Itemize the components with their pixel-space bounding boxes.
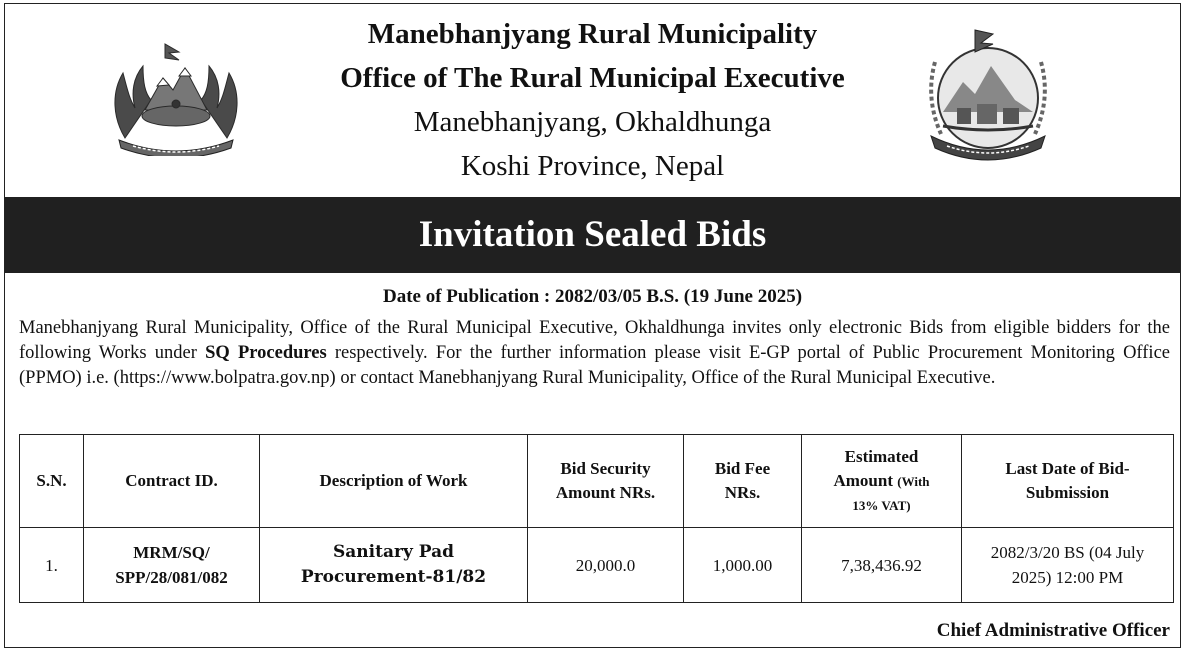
header-description: Description of Work: [260, 435, 528, 528]
municipality-name: Manebhanjyang Rural Municipality: [367, 18, 818, 50]
header-bid-fee-line1: Bid Fee: [714, 459, 771, 478]
header-sn: S.N.: [20, 435, 84, 528]
cell-description: [260, 528, 528, 603]
header-bid-security-line2: Amount NRs.: [555, 483, 656, 502]
cell-bid-security: 20,000.0: [528, 528, 684, 603]
intro-paragraph: [19, 316, 1170, 391]
header-estimated-vat: 13% VAT): [852, 497, 911, 513]
header-estimated-with: (With: [897, 473, 930, 489]
header-bid-security: [528, 435, 684, 528]
header-estimated-line2: [806, 469, 957, 494]
table-row: [20, 528, 1174, 603]
header-bid-fee-line2: NRs.: [724, 483, 761, 502]
cell-sn: 1.: [20, 528, 84, 603]
header-bid-security-line1: Bid Security: [560, 459, 651, 478]
header-estimated-line1: Estimated: [844, 446, 919, 466]
signoff: Chief Administrative Officer: [936, 620, 1170, 641]
intro-part-1: Manebhanjyang Rural Municipality, Office of the Rural Municipal Executive, Okhaldhunga invites only electronic Bids from eligible bidders for the following Works under: [19, 318, 1170, 363]
address-line: Manebhanjyang, Okhaldhunga: [413, 106, 772, 138]
header-bid-fee: [684, 435, 802, 528]
municipality-logo-icon: [917, 22, 1059, 172]
table-header-row: [20, 435, 1174, 528]
cell-last-date-line1: 2082/3/20 BS (04 July: [990, 543, 1145, 562]
cell-last-date-line2: 2025) 12:00 PM: [1011, 568, 1124, 587]
cell-bid-fee: 1,000.00: [684, 528, 802, 603]
header-last-date-line2: Submission: [1025, 483, 1110, 502]
header-last-date: [962, 435, 1174, 528]
header-estimated-amount: Amount: [833, 470, 893, 490]
cell-contract-id: [84, 528, 260, 603]
office-name: Office of The Rural Municipal Executive: [340, 62, 845, 94]
cell-contract-id-line2: SPP/28/081/082: [115, 568, 228, 587]
title-banner: Invitation Sealed Bids: [5, 197, 1180, 273]
cell-estimated: 7,38,436.92: [802, 528, 962, 603]
intro-part-2: respectively. For the further information please visit E-GP portal of Public Procurement Monitoring Office (PPMO) i.e. (https://www.bolpatra.gov.np) or contact Manebhanjyang Rural Municipality, Office of the Rural Municipal Executive.: [19, 343, 1170, 388]
header-estimated: [802, 435, 962, 528]
intro-procedure: SQ Procedures: [205, 343, 327, 363]
province-line: Koshi Province, Nepal: [460, 150, 725, 182]
cell-contract-id-line1: MRM/SQ/: [133, 543, 210, 562]
publication-date: Date of Publication : 2082/03/05 B.S. (19 June 2025): [382, 286, 803, 307]
header-last-date-line1: Last Date of Bid-: [1005, 459, 1130, 478]
cell-description-line1: Sanitary Pad: [333, 542, 454, 562]
cell-last-date: [962, 528, 1174, 603]
bids-table: [19, 434, 1174, 603]
header-contract-id: Contract ID.: [84, 435, 260, 528]
cell-description-line2: Procurement-81/82: [300, 567, 487, 587]
notice-header: [5, 4, 1180, 196]
notice-frame: [4, 3, 1181, 648]
